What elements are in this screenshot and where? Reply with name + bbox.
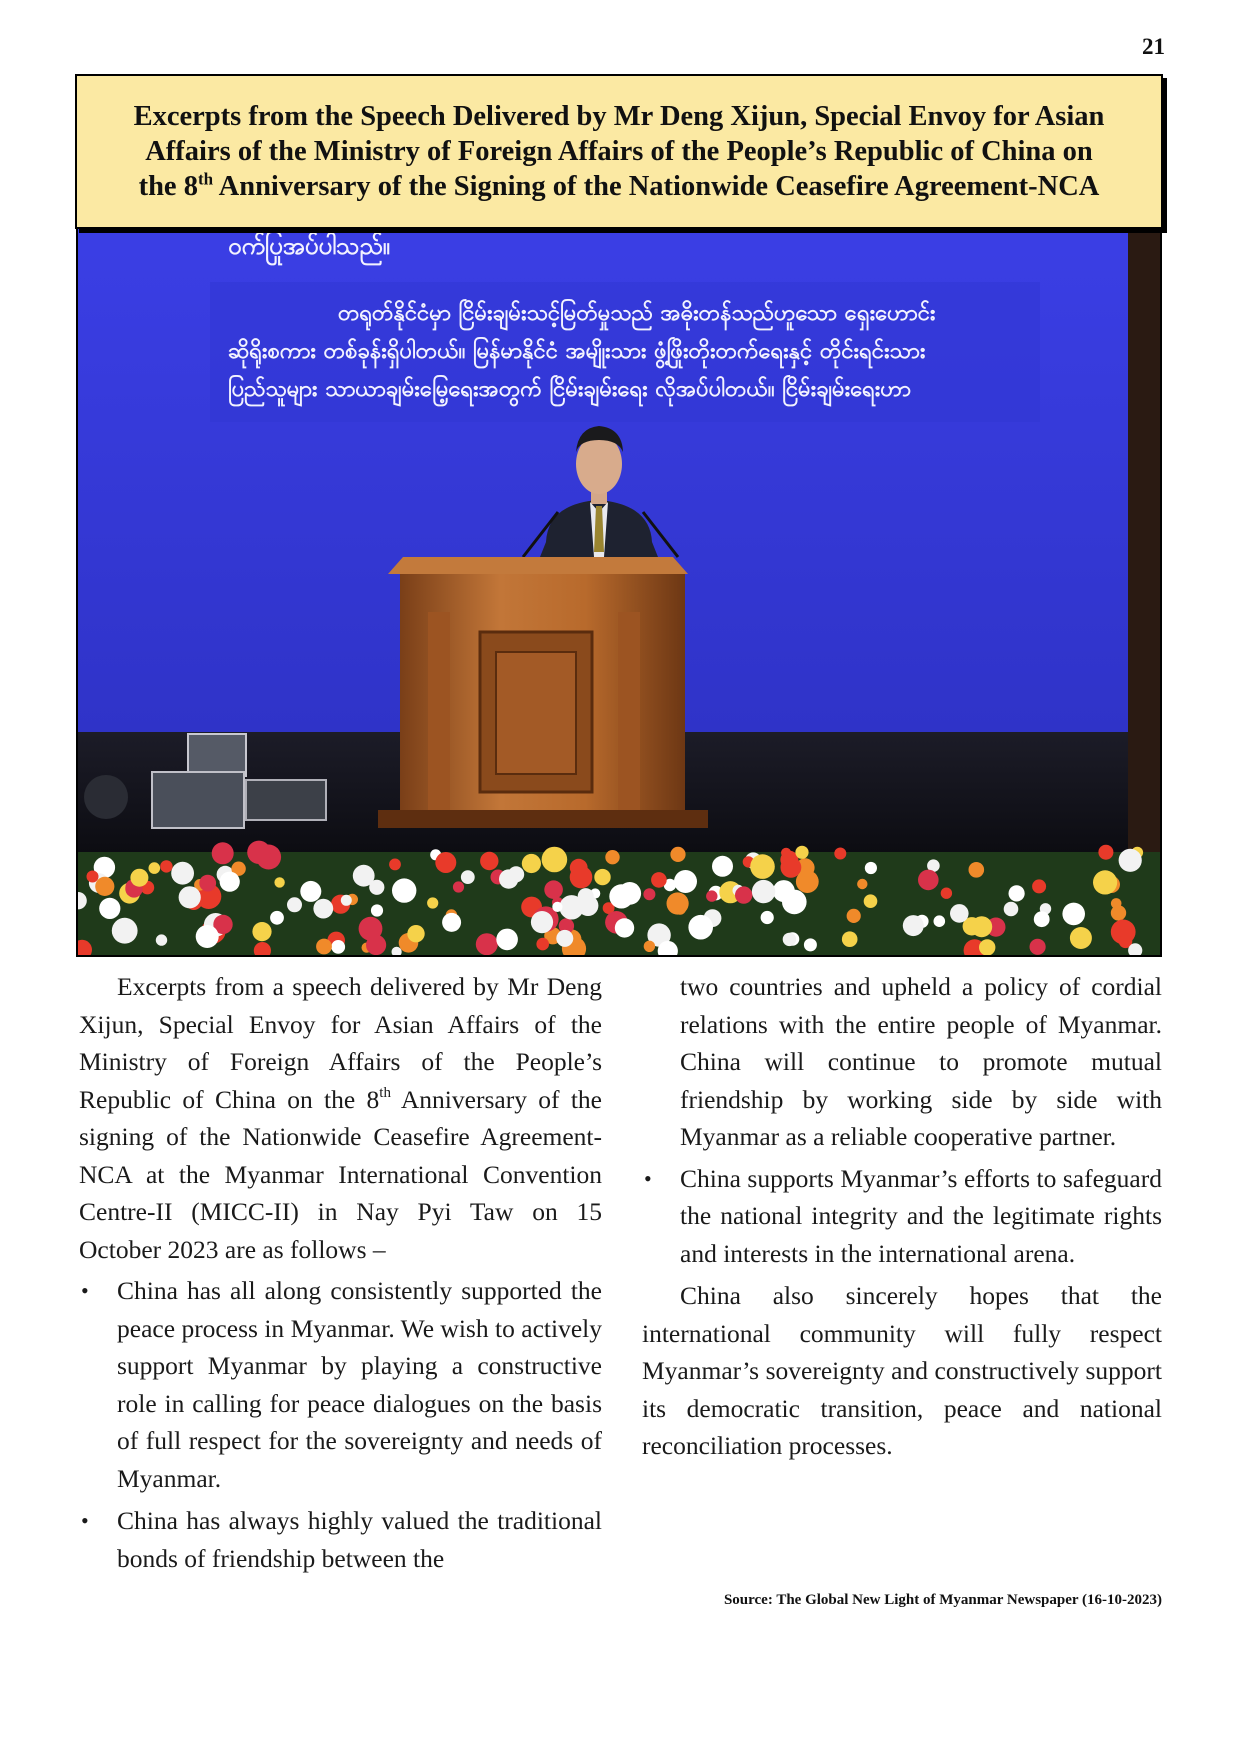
- title-line-3-post: Anniversary of the Signing of the Nationwide Ceasefire Agreement-NCA: [213, 171, 1100, 202]
- title-line-1: Excerpts from the Speech Delivered by Mr Deng Xijun, Special Envoy for Asian: [133, 101, 1105, 132]
- screen-text-line: ပြည်သူများ သာယာချမ်းမြေ့ရေးအတွက် ငြိမ်းချမ်းရေး လိုအပ်ပါတယ်။ ငြိမ်းချမ်းရေးဟာ: [228, 377, 911, 402]
- article-title-box: [75, 74, 1163, 229]
- podium: [378, 557, 708, 828]
- article-title: [134, 99, 1105, 204]
- list-item: [79, 1502, 602, 1577]
- bullet-list: [79, 1272, 602, 1577]
- bullet-icon: •: [81, 1278, 89, 1303]
- bullet-text: China has always highly valued the traditional bonds of friendship between the: [117, 1506, 602, 1573]
- title-ordinal-suffix: th: [197, 169, 214, 189]
- title-line-3-pre: the 8: [138, 171, 198, 202]
- bullet-text: China has all along consistently supported the peace process in Myanmar. We wish to actively support Myanmar by playing a constructive role in calling for peace dialogues on the basis of full respect for the sovereignty and needs of Myanmar.: [117, 1276, 602, 1493]
- intro-ordinal-suffix: th: [379, 1084, 391, 1101]
- intro-text: Excerpts from a speech delivered by Mr Deng Xijun, Special Envoy for Asian Affairs of the Ministry of Foreign Affairs of the People’s Republic of China on the 8: [79, 972, 602, 1114]
- list-item: [642, 1160, 1162, 1273]
- bullet-text: China supports Myanmar’s efforts to safeguard the national integrity and the legitimate rights and interests in the international arena.: [680, 1163, 1162, 1268]
- screen-text-line: ဝက်ပြုအပ်ပါသည်။: [228, 232, 390, 260]
- screen-text-line: ဆိုရိုးစကား တစ်ခုန်းရှိပါတယ်။ မြန်မာနိုင်ငံ အမျိုးသား ဖွံ့ဖြိုးတိုးတက်ရေးနှင့် တိုင်းရင်းသား: [228, 339, 926, 364]
- bullet-continuation: two countries and upheld a policy of cordial relations with the entire people of Myanmar. China will continue to promote mutual friendship by working side by side with Myanmar as a reliable cooperative partner.: [680, 972, 1162, 1151]
- bullet-list: [642, 1160, 1162, 1273]
- bullet-icon: •: [644, 1165, 652, 1191]
- intro-text-cont: Anniversary of the signing of the Nationwide Ceasefire Agreement-NCA at the Myanmar International Convention Centre-II (MICC-II) in Nay Pyi Taw on 15 October 2023 are as follows –: [79, 1084, 603, 1264]
- intro-paragraph: [79, 968, 602, 1268]
- source-credit: Source: The Global New Light of Myanmar Newspaper (16-10-2023): [723, 1592, 1162, 1608]
- bullet-icon: •: [81, 1508, 89, 1533]
- title-line-2: Affairs of the Ministry of Foreign Affairs of the People’s Republic of China on: [145, 136, 1093, 167]
- page-number: 21: [1142, 34, 1165, 59]
- screen-text-line: တရုတ်နိုင်ငံမှာ ငြိမ်းချမ်းသင့်မြတ်မှုသည် အဓိုးတန်သည်ဟူသော ရှေးဟောင်း: [338, 301, 936, 326]
- left-column: [79, 968, 602, 1582]
- closing-paragraph: China also sincerely hopes that the international community will fully respect Myanmar’s sovereignty and constructively support its democratic transition, peace and national reconciliation processes.: [642, 1281, 1162, 1460]
- right-column: [642, 968, 1162, 1465]
- list-item: [79, 1272, 602, 1497]
- speech-photo: [76, 210, 1162, 957]
- flower-arrangement: [78, 841, 1160, 955]
